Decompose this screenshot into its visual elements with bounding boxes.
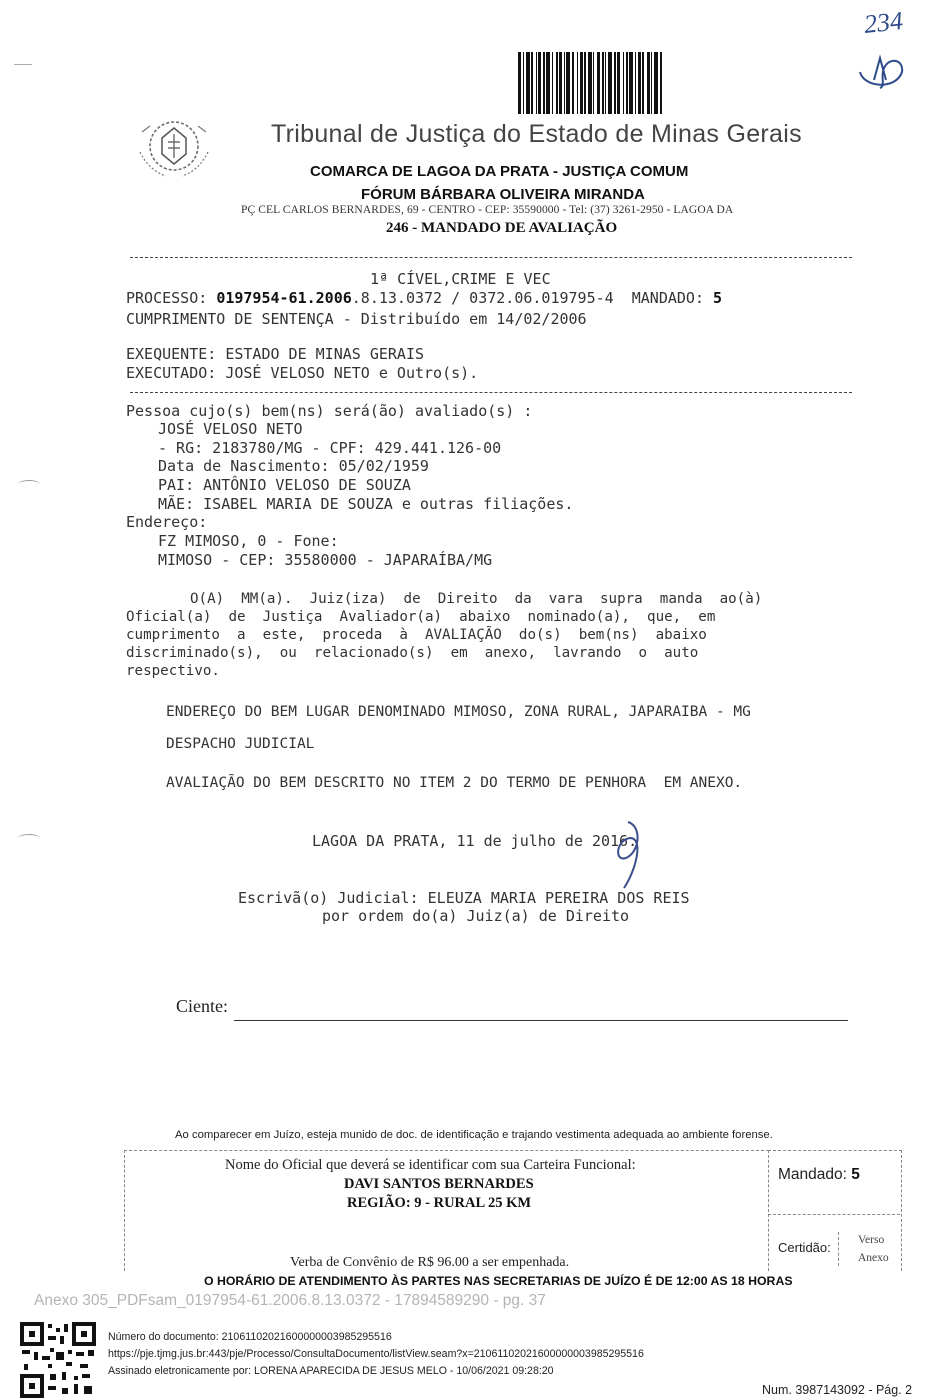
pje-num-page: Num. 3987143092 - Pág. 2 <box>762 1383 913 1397</box>
oficial-label: Nome do Oficial que deverá se identificar com sua Carteira Funcional: <box>225 1157 636 1173</box>
mandado-box-number: 5 <box>851 1166 860 1183</box>
pje-signature-info: Assinado eletronicamente por: LORENA APARECIDA DE JESUS MELO - 10/06/2021 09:28:20 <box>108 1365 554 1377</box>
pje-document-url[interactable]: https://pje.tjmg.jus.br:443/pje/Processo/ConsultaDocumento/listView.seam?x=21061102021600000003985295516 <box>108 1348 644 1360</box>
forum-title: FÓRUM BÁRBARA OLIVEIRA MIRANDA <box>361 186 645 203</box>
person-intro: Pessoa cujo(s) bem(ns) será(ão) avaliado(s) : <box>126 402 533 420</box>
processo-number: 0197954-61.2006 <box>216 289 352 307</box>
person-mother: MÃE: ISABEL MARIA DE SOUZA e outras filiações. <box>158 495 574 513</box>
certidao-bracket <box>838 1232 849 1266</box>
vara-label: 1ª CÍVEL,CRIME E VEC <box>370 270 551 288</box>
juizo-notice: Ao comparecer em Juízo, esteja munido de doc. de identificação e trajando vestimenta adequada ao ambiente forense. <box>175 1129 773 1141</box>
avaliacao-text: AVALIAÇÃO DO BEM DESCRITO NO ITEM 2 DO TERMO DE PENHORA EM ANEXO. <box>166 775 743 791</box>
escriva-line: Escrivã(o) Judicial: ELEUZA MARIA PEREIRA DOS REIS <box>238 889 690 907</box>
qr-code-icon <box>20 1322 96 1398</box>
certidao-label: Certidão: <box>778 1240 831 1255</box>
order-paragraph-line: Oficial(a) de Justiça Avaliador(a) abaixo nominado(a), que, em <box>126 609 716 625</box>
exequente-line: EXEQUENTE: ESTADO DE MINAS GERAIS <box>126 345 425 363</box>
address-label: Endereço: <box>126 513 208 531</box>
margin-mark <box>14 64 32 65</box>
ordem-line: por ordem do(a) Juiz(a) de Direito <box>322 907 630 925</box>
endereco-do-bem: ENDEREÇO DO BEM LUGAR DENOMINADO MIMOSO, ZONA RURAL, JAPARAIBA - MG <box>166 704 751 720</box>
divider <box>130 392 852 393</box>
mandado-number: 5 <box>713 289 723 307</box>
mandado-box-divider <box>768 1214 900 1215</box>
cumprimento-line: CUMPRIMENTO DE SENTENÇA - Distribuído em 14/02/2006 <box>126 310 587 328</box>
handwritten-page-number: 234 <box>862 6 905 39</box>
tribunal-title: Tribunal de Justiça do Estado de Minas Gerais <box>271 120 802 148</box>
handwritten-initials-mark <box>856 50 908 92</box>
person-documents: - RG: 2183780/MG - CPF: 429.441.126-00 <box>158 439 502 457</box>
verso-option: Verso <box>858 1234 885 1246</box>
pje-document-number: Número do documento: 21061102021600000003985295516 <box>108 1331 392 1343</box>
horario-atendimento: O HORÁRIO DE ATENDIMENTO ÀS PARTES NAS SECRETARIAS DE JUÍZO É DE 12:00 AS 18 HORAS <box>204 1274 793 1288</box>
ciente-label: Ciente: <box>176 996 228 1016</box>
order-paragraph-line: respectivo. <box>126 663 220 679</box>
coat-of-arms-icon <box>132 112 216 182</box>
oficial-regiao: REGIÃO: 9 - RURAL 25 KM <box>347 1195 532 1211</box>
document-title: 246 - MANDADO DE AVALIAÇÃO <box>386 220 618 236</box>
anexo-option: Anexo <box>858 1252 889 1264</box>
comarca-title: COMARCA DE LAGOA DA PRATA - JUSTIÇA COMUM <box>310 163 689 180</box>
person-name: JOSÉ VELOSO NETO <box>158 420 303 438</box>
ciente-signature-line <box>234 1020 848 1021</box>
despacho-judicial: DESPACHO JUDICIAL <box>166 736 315 752</box>
oficial-name: DAVI SANTOS BERNARDES <box>344 1176 534 1192</box>
processo-line: PROCESSO: 0197954-61.2006.8.13.0372 / 0372.06.019795-4 MANDADO: 5 <box>126 289 723 307</box>
document-barcode <box>518 52 730 114</box>
annex-watermark: Anexo 305_PDFsam_0197954-61.2006.8.13.0372 - 17894589290 - pg. 37 <box>34 1292 546 1309</box>
order-paragraph-line: cumprimento a este, proceda à AVALIAÇÃO do(s) bem(ns) abaixo <box>126 627 707 643</box>
address-line-2: MIMOSO - CEP: 35580000 - JAPARAÍBA/MG <box>158 551 493 569</box>
signature-mark <box>606 818 652 892</box>
place-date: LAGOA DA PRATA, 11 de julho de 2016. <box>312 832 638 850</box>
forum-address: PÇ CEL CARLOS BERNARDES, 69 - CENTRO - CEP: 35590000 - Tel: (37) 3261-2950 - LAGOA DA <box>241 204 734 216</box>
mandado-label: Mandado: 5 <box>778 1166 860 1183</box>
order-paragraph-line: discriminado(s), ou relacionado(s) em anexo, lavrando o auto <box>126 645 699 661</box>
order-paragraph-line: O(A) MM(a). Juiz(iza) de Direito da vara supra manda ao(à) <box>190 591 763 607</box>
margin-mark <box>18 480 40 489</box>
verba-convenio: Verba de Convênio de R$ 96.00 a ser empenhada. <box>290 1255 570 1270</box>
executado-line: EXECUTADO: JOSÉ VELOSO NETO e Outro(s). <box>126 364 479 382</box>
person-father: PAI: ANTÔNIO VELOSO DE SOUZA <box>158 476 411 494</box>
address-line-1: FZ MIMOSO, 0 - Fone: <box>158 532 339 550</box>
person-birth: Data de Nascimento: 05/02/1959 <box>158 457 429 475</box>
divider <box>130 257 852 258</box>
margin-mark <box>18 834 40 843</box>
